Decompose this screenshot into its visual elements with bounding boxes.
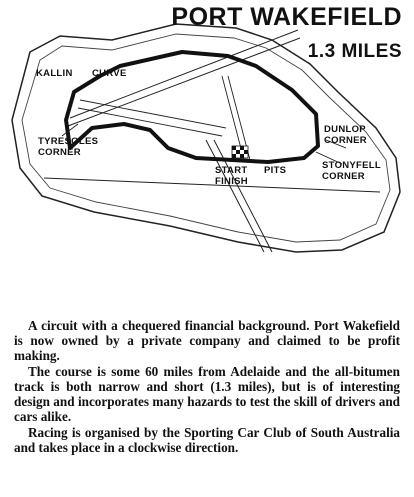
- stonyfell-label-line1: STONYFELL: [322, 160, 381, 171]
- dunlop-label-line2: CORNER: [324, 135, 367, 146]
- curve-label: CURVE: [92, 68, 127, 79]
- tyresoles-label-line2: CORNER: [38, 147, 81, 158]
- stonyfell-label-line2: CORNER: [322, 171, 365, 182]
- finish-label: FINISH: [215, 176, 248, 187]
- article-paragraph: Racing is organised by the Sporting Car Club of South Australia and takes place in a clockwise direction.: [14, 425, 400, 455]
- circuit-length: 1.3 MILES: [307, 41, 402, 63]
- tyresoles-label-line1: TYRESOLES: [38, 136, 99, 147]
- circuit-name: PORT WAKEFIELD: [171, 3, 402, 31]
- page-title-block: [171, 4, 402, 62]
- dunlop-label-line1: DUNLOP: [324, 124, 366, 135]
- access-road: [80, 100, 226, 128]
- article-paragraph: The course is some 60 miles from Adelaide and the all-bitumen track is both narrow and short (1.3 miles), but is of interesting design and incorporates many hazards to test the skill of drivers and cars alike.: [14, 364, 400, 424]
- kallin-label: KALLIN: [36, 68, 73, 79]
- article-paragraph: A circuit with a chequered financial background. Port Wakefield is now owned by a private company and claimed to be profit making.: [14, 318, 400, 363]
- article-body: [14, 318, 400, 456]
- pits-label: PITS: [264, 165, 287, 176]
- chequered-flag-icon: [232, 146, 248, 158]
- start-label: START: [215, 165, 248, 176]
